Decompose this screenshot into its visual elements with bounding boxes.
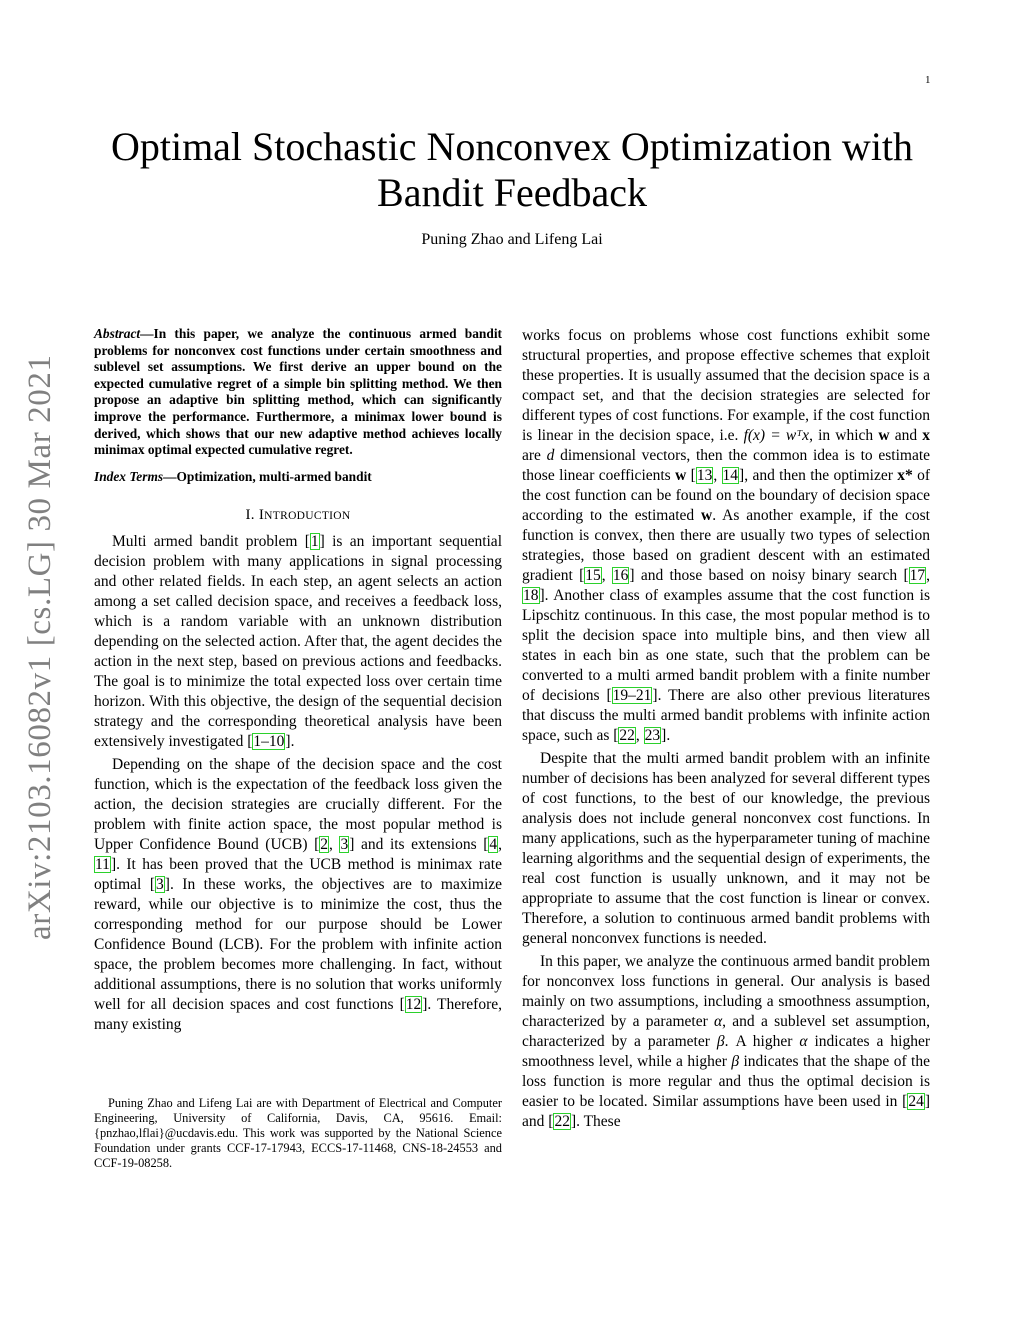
math-inline: d	[546, 447, 555, 464]
section-heading-introduction	[94, 505, 502, 526]
right-column	[522, 326, 930, 1132]
abstract	[94, 326, 502, 459]
text-span: . Therefore, many existing	[94, 996, 502, 1034]
text-span: Depending on the shape of the decision space and the cost function, which is the expectation of the feedback loss given the action, the decision strategies are crucially different. For the problem with finite action space, the most popular method is Upper Confidence Bound (UCB)	[94, 756, 502, 854]
citation-link[interactable]: 18	[523, 587, 539, 604]
arxiv-identifier: arXiv:2103.16082v1 [cs.LG] 30 Mar 2021	[22, 354, 58, 940]
text-span: . It has been proved that the UCB method is minimax rate optimal	[94, 856, 502, 894]
text-span: . A higher	[724, 1033, 800, 1050]
abstract-text: —In this paper, we analyze the continuous armed bandit problems for nonconvex cost functions under certain smoothness and sublevel set assumptions. We first derive an upper bound on the expected cumulative regret of a simple bin splitting method. We then propose an adaptive bin splitting method, which can significantly improve the performance. Furthermore, a minimax lower bound is derived, which shows that our new adaptive method achieves locally minimax optimal expected cumulative regret.	[94, 326, 502, 458]
math-inline: w	[675, 467, 687, 484]
citation[interactable]: [13, 14]	[690, 467, 745, 484]
citation[interactable]: [22, 23]	[613, 727, 667, 744]
text-span: .	[666, 727, 671, 744]
citation-link[interactable]: 14	[722, 467, 739, 484]
math-inline: β	[716, 1033, 725, 1050]
page-number: 1	[925, 74, 931, 86]
index-terms-label: Index Terms	[94, 468, 164, 484]
text-span: , in which	[809, 427, 879, 444]
title-line-1: Optimal Stochastic Nonconvex Optimization with	[110, 124, 914, 169]
section-number: I.	[245, 507, 255, 524]
citation-link[interactable]: 13	[696, 467, 713, 484]
left-column	[94, 326, 502, 1035]
text-span: and	[522, 1113, 549, 1130]
right-paragraph-1	[522, 326, 930, 746]
right-paragraph-2: Despite that the multi armed bandit problem with an infinite number of decisions has been analyzed for several different types of cost functions, to the best of our knowledge, the previous analysis does not include general nonconvex cost functions. In many applications, such as the hyperparameter tuning of machine learning algorithms and the sequential design of experiments, the real cost function is usually unknown, and it may not be appropriate to assume that the cost function is linear or convex. Therefore, a solution to continuous armed bandit problems with general nonconvex functions is needed.	[522, 750, 930, 947]
citation-link[interactable]: 3	[156, 876, 164, 894]
text-span: and those based on noisy binary search	[634, 567, 904, 584]
footnote	[94, 1096, 502, 1171]
citation-link[interactable]: 16	[612, 567, 629, 584]
text-span: of the cost function can be found on the boundary of decision space according to the estimated	[522, 467, 931, 524]
math-inline: α	[714, 1013, 723, 1030]
citation[interactable]: [24]	[902, 1093, 930, 1110]
text-span: In this paper, we analyze the continuous armed bandit problem for nonconvex loss functions in general. Our analysis is based mainly on two assumptions, including a smoothness assumption, characterized by a parameter	[522, 953, 930, 1030]
text-span: Multi armed bandit problem	[112, 533, 305, 551]
citation[interactable]: [1]	[304, 533, 325, 551]
title-line-2: Bandit Feedback	[377, 170, 647, 215]
text-span: indicates that the shape of the loss function is more regular and thus the optimal decision is easier to be located. Similar assumptions have been used in	[522, 1053, 930, 1110]
abstract-label: Abstract	[94, 326, 141, 341]
citation[interactable]: [3]	[149, 876, 170, 894]
right-paragraph-3	[522, 952, 930, 1132]
citation-link[interactable]: 15	[585, 567, 601, 584]
citation-link[interactable]: 24	[908, 1093, 924, 1110]
citation-link[interactable]: 17	[909, 567, 926, 584]
text-span: . In these works, the objectives are to maximize reward, while our objective is to minimize the cost, thus the corresponding method for our purpose should be Lower Confidence Bound (LCB). For the problem with infinite action space, the problem becomes more challenging. In fact, without additional assumptions, there is no solution that works uniformly well for all decision spaces and cost functions	[94, 876, 503, 1014]
citation[interactable]: [4, 11]	[95, 836, 503, 874]
math-inline: w	[878, 427, 890, 444]
citation-link[interactable]: 19–21	[612, 687, 652, 704]
citation-link[interactable]: 23	[644, 727, 661, 744]
paper-title	[90, 124, 934, 216]
text-span: . There are also other previous literatures that discuss the multi armed bandit problems with infinite action space, such as	[522, 687, 930, 744]
section-smallcaps: NTRODUCTION	[264, 510, 351, 523]
citation-link[interactable]: 1	[310, 533, 319, 551]
text-span: indicates a higher smoothness level, while a higher	[522, 1033, 931, 1070]
citation-link[interactable]: 22	[554, 1113, 570, 1130]
index-terms-text: —Optimization, multi-armed bandit	[163, 468, 372, 484]
text-span: and	[889, 427, 923, 444]
index-terms	[94, 469, 502, 486]
text-span: works focus on problems whose cost functions exhibit some structural properties, and propose effective schemes that exploit these properties. It is usually assumed that the decision space is a compact set, and that the decision strategies are selected for different types of cost functions. For example, if the cost function is linear in the decision space, i.e.	[522, 327, 930, 444]
math-inline: β	[731, 1053, 740, 1070]
citation[interactable]: [22]	[548, 1113, 577, 1130]
text-span: . As another example, if the cost function is convex, then there are usually two types of selection strategies, those based on gradient descent with an estimated gradient	[522, 507, 930, 584]
text-span: and its extensions	[354, 836, 484, 854]
text-span: dimensional vectors, then the common idea is to estimate those linear coefficients	[522, 447, 931, 484]
text-span: is an important sequential decision problem with many applications in signal processing and other related fields. In each step, an agent selects an action among a set called decision space, and receives a feedback loss, which is a random variable with an unknown distribution depending on the selected action. After that, the agent decides the action in the next step, based on previous actions and feedbacks. The goal is to minimize the total expected loss over certain time horizon. With this objective, the design of the sequential decision strategy and the corresponding theoretical analysis have been extensively investigated	[94, 533, 502, 751]
math-inline: f(x) = wᵀx	[743, 427, 810, 444]
citation[interactable]: [15, 16]	[579, 567, 635, 584]
math-inline: x	[922, 427, 930, 444]
citation[interactable]: [19–21]	[606, 687, 658, 704]
citation-link[interactable]: 11	[95, 856, 110, 874]
text-span: are	[522, 447, 547, 464]
math-inline: w	[701, 507, 713, 524]
text-span: . Another class of examples assume that the cost function is Lipschitz continuous. In this case, the most popular method is to split the decision space into multiple bins, and then view all states in each bin as one state, such that the problem can be converted to a multi armed bandit problem with a finite number of decisions	[522, 587, 930, 704]
citation-link[interactable]: 12	[405, 996, 422, 1014]
text-span: .	[290, 733, 295, 751]
math-inline: α	[799, 1033, 808, 1050]
math-inline: x*	[897, 467, 913, 484]
citation-link[interactable]: 2	[320, 836, 328, 854]
text-span: , and a sublevel set assumption, characterized by a parameter	[522, 1013, 930, 1050]
intro-paragraph-2	[94, 755, 502, 1035]
text-span: , and then the optimizer	[744, 467, 898, 484]
citation[interactable]: [2, 3]	[314, 836, 355, 854]
citation-link[interactable]: 22	[619, 727, 635, 744]
citation-link[interactable]: 1–10	[253, 733, 285, 751]
text-span: . These	[576, 1113, 621, 1130]
footnote-text: Puning Zhao and Lifeng Lai are with Department of Electrical and Computer Engineering, University of California, Davis, CA, 95616. Email: {pnzhao,lflai}@ucdavis.edu. This work was supported by the National Science Foundation under grants CCF-17-17943, ECCS-17-11468, CNS-18-24553 and CCF-19-08258.	[94, 1096, 502, 1170]
citation-link[interactable]: 4	[489, 836, 498, 854]
intro-paragraph-1	[94, 532, 502, 752]
authors: Puning Zhao and Lifeng Lai	[421, 231, 603, 248]
citation[interactable]: [12]	[399, 996, 428, 1014]
citation-link[interactable]: 3	[340, 836, 349, 854]
citation[interactable]: [17, 18]	[523, 567, 930, 604]
section-initial: I	[258, 507, 265, 524]
citation[interactable]: [1–10]	[247, 733, 291, 751]
